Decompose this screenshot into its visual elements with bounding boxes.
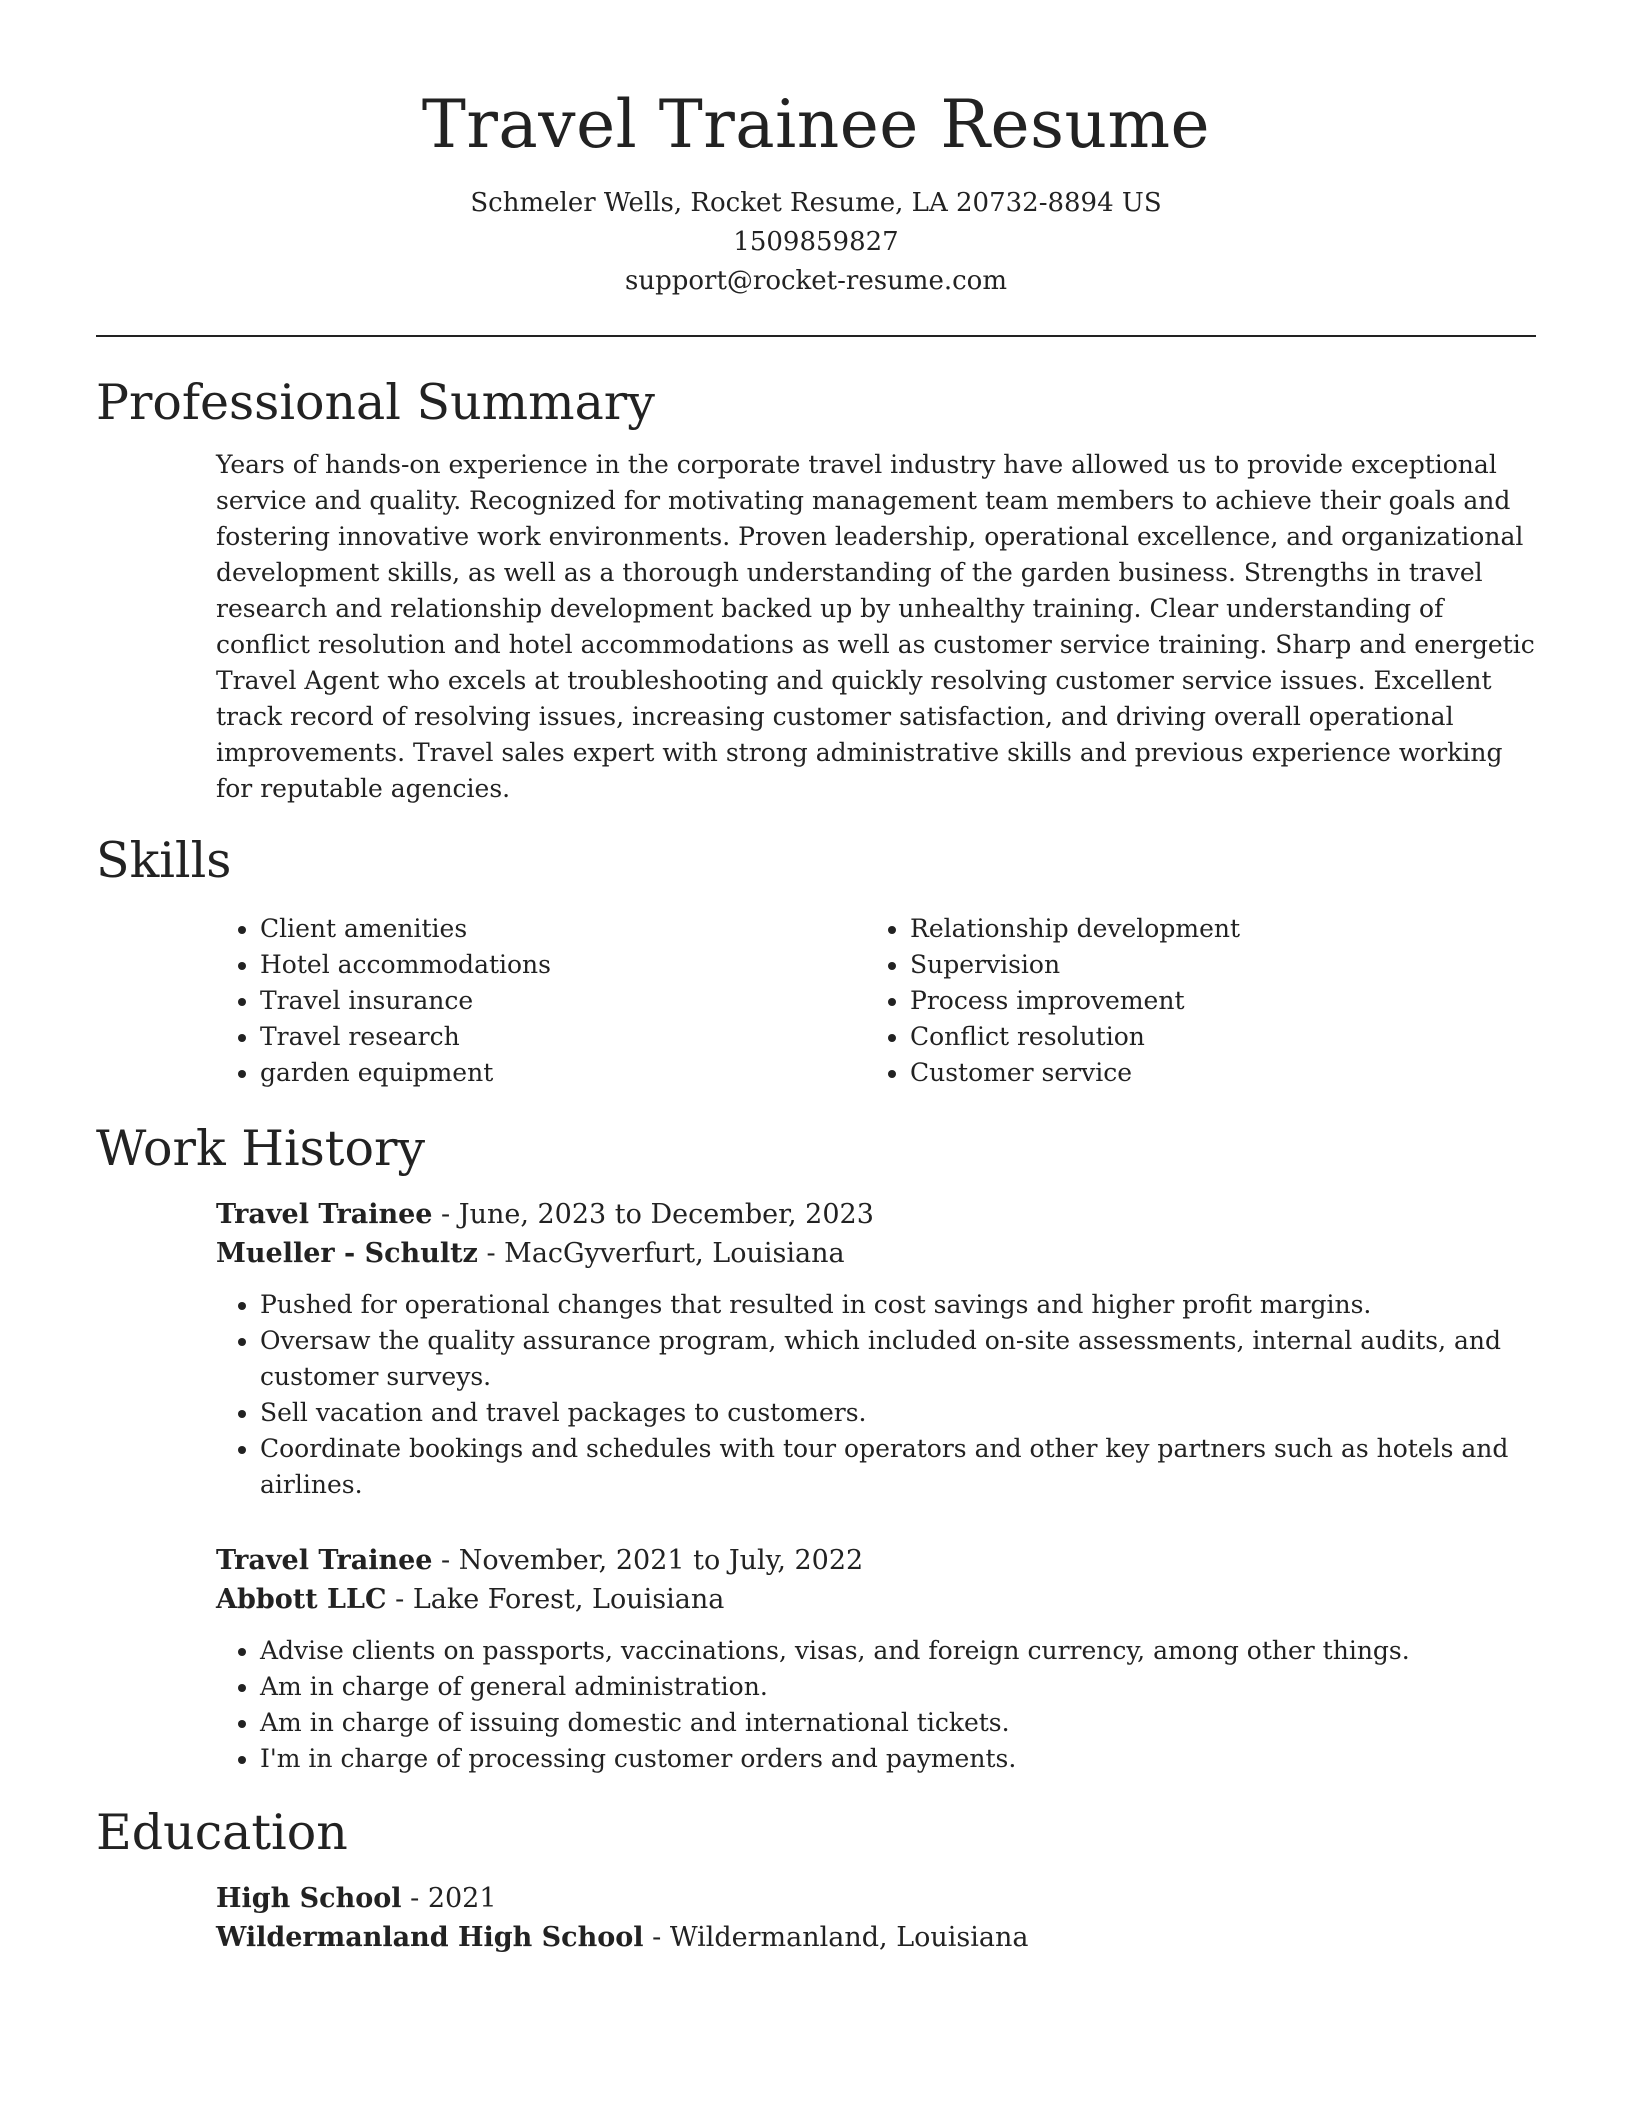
education-heading: Education [96, 1804, 348, 1861]
job-company-line [216, 1234, 1536, 1273]
summary-section [96, 371, 1536, 807]
job-duty-item: • Am in charge of issuing domestic and international tickets. [260, 1705, 1536, 1741]
skill-item: • Relationship development [910, 911, 1516, 947]
job-role: Travel Trainee [216, 1545, 433, 1576]
job-duty-item: • Sell vacation and travel packages to customers. [260, 1395, 1536, 1431]
summary-text: Years of hands-on experience in the corporate travel industry have allowed us to provide exceptional service and quality. Recognized for motivating management team members to achieve their goals and fostering innovative work environments. Proven leadership, operational excellence, and organizational development skills, as well as a thorough understanding of the garden business. Strengths in travel research and relationship development backed up by unhealthy training. Clear understanding of conflict resolution and hotel accommodations as well as customer service training. Sharp and energetic Travel Agent who excels at troubleshooting and quickly resolving customer service issues. Excellent track record of resolving issues, increasing customer satisfaction, and driving overall operational improvements. Travel sales expert with strong administrative skills and previous experience working for reputable agencies. [216, 450, 1535, 803]
school-name: Wildermanland High School [216, 1922, 644, 1953]
job-entry [216, 1541, 1536, 1777]
work-history-heading: Work History [96, 1120, 426, 1177]
job-location: - MacGyverfurt, Louisiana [477, 1238, 845, 1269]
degree: High School [216, 1883, 402, 1914]
skill-item: • garden equipment [260, 1055, 866, 1091]
job-dates: - November, 2021 to July, 2022 [432, 1545, 864, 1576]
school-location: - Wildermanland, Louisiana [643, 1922, 1029, 1953]
job-duty-item: • I'm in charge of processing customer orders and payments. [260, 1741, 1536, 1777]
skill-item: • Travel insurance [260, 983, 866, 1019]
skills-column-right [866, 911, 1516, 1091]
job-company-line [216, 1580, 1536, 1619]
skills-section [96, 829, 1536, 1091]
job-title-line [216, 1541, 1536, 1580]
education-entry [216, 1879, 1536, 1957]
school-line [216, 1918, 1536, 1957]
degree-line [216, 1879, 1536, 1918]
resume-title: Travel Trainee Resume [421, 86, 1211, 163]
job-entry [216, 1195, 1536, 1503]
job-location: - Lake Forest, Louisiana [386, 1584, 725, 1615]
summary-heading: Professional Summary [96, 374, 655, 431]
job-duty-item: • Oversaw the quality assurance program, which included on-site assessments, internal audits, and customer surveys. [260, 1323, 1536, 1395]
job-duty-item: • Advise clients on passports, vaccinations, visas, and foreign currency, among other things. [260, 1633, 1536, 1669]
skill-item: • Hotel accommodations [260, 947, 866, 983]
job-title-line [216, 1195, 1536, 1234]
education-section [96, 1801, 1536, 1957]
contact-info [96, 184, 1536, 301]
job-company: Mueller - Schultz [216, 1238, 478, 1269]
skills-heading: Skills [96, 832, 232, 889]
resume-header [96, 0, 1536, 301]
skill-item: • Customer service [910, 1055, 1516, 1091]
skill-item: • Process improvement [910, 983, 1516, 1019]
job-duties [216, 1287, 1536, 1503]
graduation-year: - 2021 [401, 1883, 497, 1914]
job-dates: - June, 2023 to December, 2023 [432, 1199, 874, 1230]
skill-item: • Travel research [260, 1019, 866, 1055]
skill-item: • Conflict resolution [910, 1019, 1516, 1055]
job-company: Abbott LLC [216, 1584, 387, 1615]
skill-item: • Supervision [910, 947, 1516, 983]
job-duty-item: • Coordinate bookings and schedules with tour operators and other key partners such as hotels and airlines. [260, 1431, 1536, 1503]
phone-number: 1509859827 [733, 227, 899, 257]
email-address: support@rocket-resume.com [624, 266, 1007, 296]
skills-column-left [216, 911, 866, 1091]
skills-list [216, 911, 1536, 1091]
job-duty-item: • Am in charge of general administration. [260, 1669, 1536, 1705]
job-role: Travel Trainee [216, 1199, 433, 1230]
job-duties [216, 1633, 1536, 1777]
work-history-section [96, 1117, 1536, 1777]
address: Schmeler Wells, Rocket Resume, LA 20732-8894 US [470, 188, 1162, 218]
header-divider [96, 335, 1536, 337]
job-duty-item: • Pushed for operational changes that resulted in cost savings and higher profit margins. [260, 1287, 1536, 1323]
skill-item: • Client amenities [260, 911, 866, 947]
